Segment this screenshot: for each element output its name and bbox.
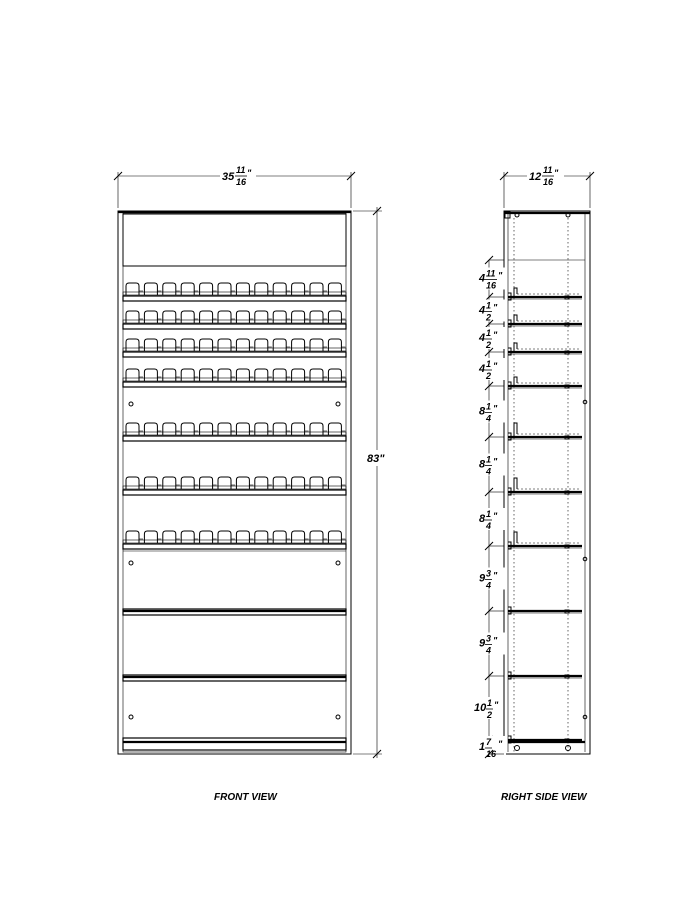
depth-dim-num: 11 bbox=[543, 165, 553, 175]
tray-slot bbox=[310, 283, 323, 295]
spacing-dim-unit: " bbox=[498, 739, 503, 749]
tray-slot bbox=[310, 311, 323, 323]
tray-slot bbox=[218, 311, 231, 323]
spacing-dim-num: 1 bbox=[487, 698, 493, 708]
tray-slot bbox=[163, 311, 176, 323]
front-shelves bbox=[123, 283, 346, 719]
tray-slot bbox=[144, 477, 157, 489]
spacing-dim-whole: 8 bbox=[479, 513, 486, 525]
tray-slot bbox=[200, 531, 213, 543]
tray-rail bbox=[123, 486, 346, 489]
spacing-dim-num: 3 bbox=[486, 568, 492, 579]
tray-slot bbox=[218, 423, 231, 435]
spacing-dim-unit: " bbox=[493, 302, 498, 313]
spacing-dim-whole: 4 bbox=[479, 332, 486, 344]
tray-slot bbox=[126, 283, 139, 295]
spacing-dim-den: 4 bbox=[486, 645, 492, 656]
tray-profile bbox=[514, 423, 517, 437]
tray-slot bbox=[310, 369, 323, 381]
tray-slot bbox=[273, 311, 286, 323]
depth-dim-whole: 12 bbox=[529, 171, 542, 183]
front-view bbox=[114, 165, 388, 803]
tray-slot bbox=[144, 339, 157, 351]
tray-slot bbox=[292, 369, 305, 381]
tray-slot bbox=[255, 311, 268, 323]
tray-slot bbox=[310, 339, 323, 351]
spacing-dim-den: 2 bbox=[486, 371, 492, 381]
tray-slot bbox=[292, 283, 305, 295]
tray-slot bbox=[181, 339, 194, 351]
tray-slot bbox=[163, 423, 176, 435]
tray-slot bbox=[218, 369, 231, 381]
spacing-dim-unit: " bbox=[494, 700, 499, 710]
tray-slot bbox=[255, 477, 268, 489]
tray-slot bbox=[144, 531, 157, 543]
tray-rail bbox=[123, 378, 346, 381]
spacing-dim-num: 3 bbox=[486, 633, 492, 644]
tray-shelf bbox=[123, 436, 346, 441]
spacing-dim-unit: " bbox=[493, 511, 498, 521]
tray-slot bbox=[273, 339, 286, 351]
spacing-dim-den: 2 bbox=[486, 312, 492, 323]
spacing-dim-unit: " bbox=[493, 330, 498, 340]
base-kick bbox=[123, 738, 346, 750]
tray-slot bbox=[163, 283, 176, 295]
tray-slot bbox=[273, 423, 286, 435]
tray-slot bbox=[236, 531, 249, 543]
tray-slot bbox=[144, 369, 157, 381]
tray-slot bbox=[255, 369, 268, 381]
tray-slot bbox=[126, 477, 139, 489]
width-dim-whole: 35 bbox=[222, 171, 235, 183]
tray-slot bbox=[328, 477, 341, 489]
tray-slot bbox=[181, 283, 194, 295]
tray-slot bbox=[273, 477, 286, 489]
spacing-dim-unit: " bbox=[493, 635, 498, 646]
spacing-dim-num: 1 bbox=[486, 328, 492, 338]
tray-slot bbox=[144, 423, 157, 435]
spacing-dim-whole: 4 bbox=[479, 363, 486, 375]
spacing-dim-whole: 1 bbox=[479, 741, 486, 753]
tray-slot bbox=[310, 477, 323, 489]
tray-slot bbox=[328, 283, 341, 295]
depth-dim-unit: " bbox=[554, 168, 559, 178]
tray-slot bbox=[181, 531, 194, 543]
tray-slot bbox=[163, 369, 176, 381]
tray-rail bbox=[123, 292, 346, 295]
spacing-dim-den: 16 bbox=[486, 749, 497, 759]
tray-slot bbox=[328, 369, 341, 381]
tray-slot bbox=[126, 369, 139, 381]
spacing-dim-unit: " bbox=[493, 403, 498, 414]
tray-profile bbox=[514, 478, 517, 492]
tray-slot bbox=[218, 531, 231, 543]
spacing-dim-num: 1 bbox=[486, 300, 492, 311]
spacing-dim-whole: 10 bbox=[474, 702, 487, 714]
tray-shelf bbox=[123, 544, 346, 549]
tray-slot bbox=[163, 531, 176, 543]
tray-slot bbox=[126, 531, 139, 543]
right-side-view bbox=[471, 165, 594, 803]
tray-shelf bbox=[123, 382, 346, 387]
tray-slot bbox=[292, 339, 305, 351]
spacing-dim-num: 7 bbox=[486, 737, 492, 747]
front-cabinet-inner bbox=[123, 213, 346, 752]
spacing-dim-num: 1 bbox=[486, 454, 492, 465]
tray-slot bbox=[328, 311, 341, 323]
tray-slot bbox=[273, 531, 286, 543]
tray-rail bbox=[123, 320, 346, 323]
front-cabinet-outline bbox=[118, 211, 351, 754]
tray-profile bbox=[514, 532, 517, 546]
spacing-dim-num: 11 bbox=[486, 268, 496, 279]
tray-slot bbox=[236, 369, 249, 381]
tray-slot bbox=[273, 369, 286, 381]
mounting-hole bbox=[129, 715, 133, 719]
tray-slot bbox=[328, 339, 341, 351]
tray-slot bbox=[163, 477, 176, 489]
side-shelves bbox=[508, 288, 587, 751]
tray-slot bbox=[255, 531, 268, 543]
spacing-dim-den: 16 bbox=[486, 280, 497, 291]
tray-slot bbox=[200, 369, 213, 381]
mounting-hole bbox=[336, 402, 340, 406]
side-view-label: RIGHT SIDE VIEW bbox=[501, 792, 587, 803]
tray-slot bbox=[292, 477, 305, 489]
tray-slot bbox=[236, 477, 249, 489]
spacing-dim-unit: " bbox=[498, 270, 503, 281]
tray-shelf bbox=[123, 296, 346, 301]
tray-slot bbox=[200, 311, 213, 323]
leveler-front bbox=[515, 746, 520, 751]
tray-slot bbox=[310, 531, 323, 543]
tray-slot bbox=[255, 339, 268, 351]
tray-slot bbox=[181, 477, 194, 489]
tray-slot bbox=[181, 423, 194, 435]
width-dim-num: 11 bbox=[236, 165, 246, 175]
tray-slot bbox=[292, 311, 305, 323]
spacing-dim-unit: " bbox=[493, 570, 498, 581]
width-dim-unit: " bbox=[247, 168, 252, 178]
spacing-dim-whole: 8 bbox=[479, 405, 486, 418]
tray-slot bbox=[236, 283, 249, 295]
spacing-dim-whole: 9 bbox=[479, 572, 486, 585]
spacing-dim-den: 2 bbox=[487, 710, 493, 720]
tray-slot bbox=[144, 311, 157, 323]
tray-slot bbox=[144, 283, 157, 295]
tray-shelf bbox=[123, 324, 346, 329]
tray-slot bbox=[292, 531, 305, 543]
height-dimension bbox=[353, 207, 388, 758]
spacing-dim-den: 4 bbox=[486, 521, 492, 531]
tray-profile bbox=[514, 343, 517, 352]
tray-shelf bbox=[123, 352, 346, 357]
tray-slot bbox=[181, 311, 194, 323]
tray-slot bbox=[328, 423, 341, 435]
mounting-hole bbox=[129, 402, 133, 406]
tray-profile bbox=[514, 288, 517, 297]
tray-slot bbox=[126, 339, 139, 351]
tray-slot bbox=[292, 423, 305, 435]
tray-slot bbox=[236, 339, 249, 351]
tray-slot bbox=[255, 423, 268, 435]
tray-slot bbox=[200, 477, 213, 489]
spacing-dim-whole: 9 bbox=[479, 637, 486, 650]
tray-rail bbox=[123, 348, 346, 351]
tray-slot bbox=[236, 311, 249, 323]
depth-dim-den: 16 bbox=[543, 177, 554, 187]
tray-slot bbox=[218, 477, 231, 489]
header-panel bbox=[123, 214, 346, 266]
tray-slot bbox=[218, 339, 231, 351]
tray-slot bbox=[163, 339, 176, 351]
tray-slot bbox=[126, 311, 139, 323]
spacing-dim-num: 1 bbox=[486, 359, 492, 369]
spacing-dim-whole: 8 bbox=[479, 458, 486, 471]
tray-profile bbox=[514, 377, 517, 386]
tray-slot bbox=[200, 283, 213, 295]
tray-slot bbox=[126, 423, 139, 435]
tray-slot bbox=[181, 369, 194, 381]
tray-slot bbox=[218, 283, 231, 295]
height-dim-text: 83" bbox=[367, 453, 385, 465]
width-dim-den: 16 bbox=[236, 177, 247, 187]
spacing-dim-num: 1 bbox=[486, 401, 492, 412]
tray-shelf bbox=[123, 490, 346, 495]
spacing-dim-den: 4 bbox=[486, 413, 492, 424]
spacing-dimensions bbox=[471, 256, 506, 759]
width-dimension bbox=[114, 165, 355, 208]
spacing-dim-den: 4 bbox=[486, 466, 492, 477]
spacing-dim-whole: 4 bbox=[479, 304, 486, 317]
spacing-dim-unit: " bbox=[493, 361, 498, 371]
tray-slot bbox=[255, 283, 268, 295]
tray-slot bbox=[328, 531, 341, 543]
tray-slot bbox=[273, 283, 286, 295]
mounting-hole bbox=[129, 561, 133, 565]
spacing-dim-unit: " bbox=[493, 456, 498, 467]
tray-slot bbox=[310, 423, 323, 435]
spacing-dim-den: 4 bbox=[486, 580, 492, 591]
tray-rail bbox=[123, 540, 346, 543]
tray-profile bbox=[514, 315, 517, 324]
tray-rail bbox=[123, 432, 346, 435]
spacing-dim-den: 2 bbox=[486, 340, 492, 350]
depth-dimension bbox=[500, 165, 594, 208]
tray-slot bbox=[200, 423, 213, 435]
tray-slot bbox=[236, 423, 249, 435]
tray-slot bbox=[200, 339, 213, 351]
mounting-hole bbox=[336, 715, 340, 719]
mounting-hole bbox=[336, 561, 340, 565]
spacing-dim-num: 1 bbox=[486, 509, 492, 519]
front-view-label: FRONT VIEW bbox=[214, 792, 277, 803]
spacing-dim-whole: 4 bbox=[479, 272, 486, 285]
